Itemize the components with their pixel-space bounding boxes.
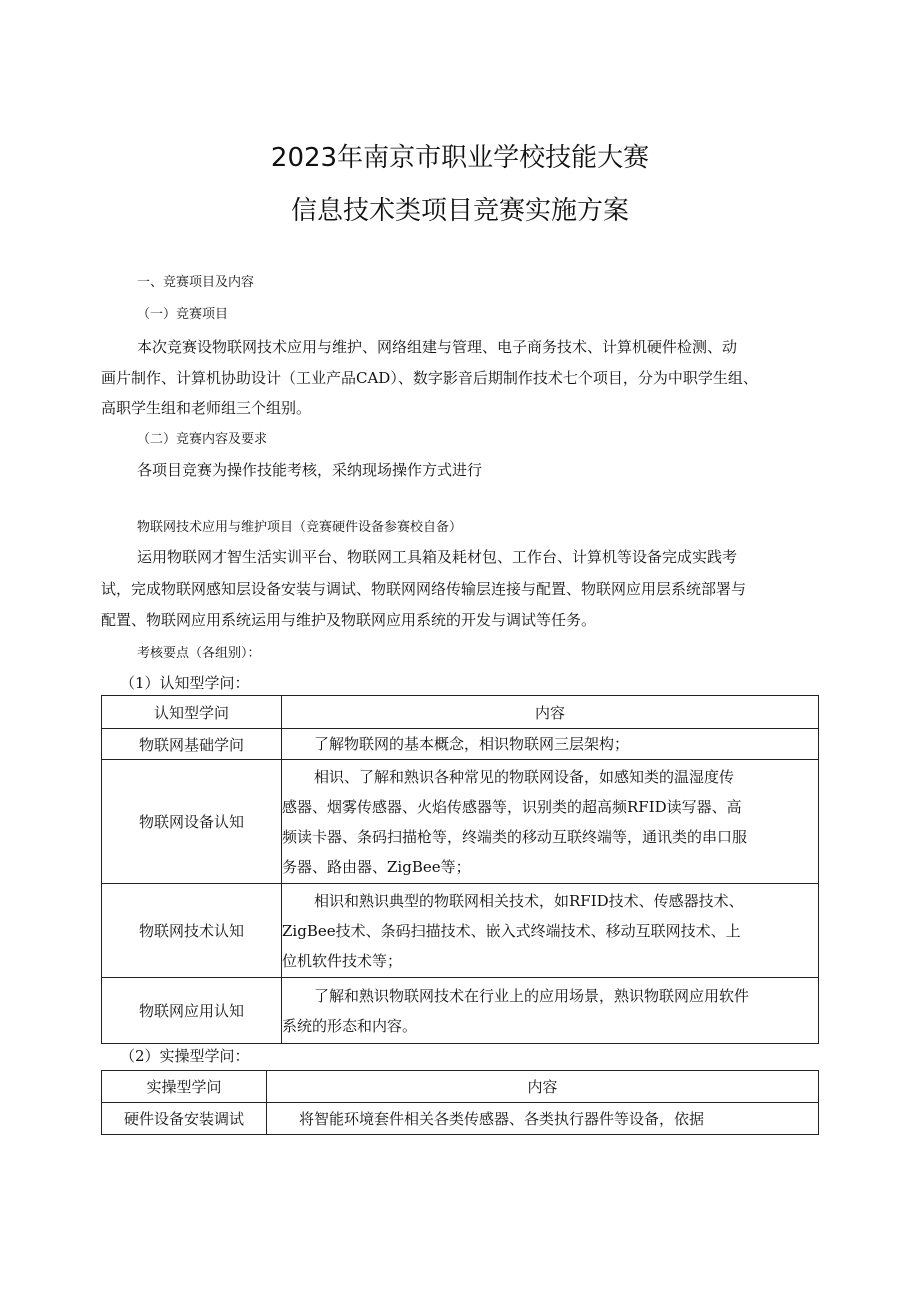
table-cell-content (282, 760, 819, 884)
subsection-heading-requirements: （二）竞赛内容及要求 (137, 432, 268, 447)
table-cell-name: 硬件设备安装调试 (102, 1103, 267, 1135)
paragraph-line: 运用物联网才智生活实训平台、物联网工具箱及耗材包、工作台、计算机等设备完成实践考 (137, 548, 738, 566)
paragraph-line: 高职学生组和老师组三个组别。 (101, 399, 312, 417)
table-cell-text: 频读卡器、条码扫描枪等，终端类的移动互联终端等，通讯类的串口服 (282, 827, 748, 846)
table-header-row (102, 696, 819, 729)
table-row (102, 729, 819, 760)
table-cell-text: ZigBee技术、条码扫描技术、嵌入式终端技术、移动互联网技术、上 (282, 921, 741, 940)
practical-knowledge-label: （2）实操型学问： (120, 1047, 250, 1065)
table-cell-text: 相识和熟识典型的物联网相关技术，如RFID技术、传感器技术、 (314, 891, 744, 910)
table-row (102, 1103, 819, 1135)
table-cell-text: 了解和熟识物联网技术在行业上的应用场景，熟识物联网应用软件 (314, 986, 750, 1005)
practical-knowledge-table (101, 1070, 819, 1135)
table-row (102, 978, 819, 1044)
cognitive-knowledge-label: （1）认知型学问： (120, 674, 250, 692)
table-cell-content (282, 729, 819, 760)
table-header-cell: 内容 (282, 696, 819, 729)
table-cell-name: 物联网基础学问 (102, 729, 282, 760)
table-cell-name: 物联网技术认知 (102, 884, 282, 978)
table-row (102, 760, 819, 884)
table-row (102, 884, 819, 978)
table-cell-text: 了解物联网的基本概念，相识物联网三层架构； (314, 735, 630, 753)
table-cell-text: 位机软件技术等； (282, 951, 403, 970)
paragraph-line: 本次竞赛设物联网技术应用与维护、网络组建与管理、电子商务技术、计算机硬件检测、动 (137, 338, 738, 356)
table-cell-name: 物联网应用认知 (102, 978, 282, 1044)
table-cell-text: 相识、了解和熟识各种常见的物联网设备，如感知类的温湿度传 (314, 767, 735, 786)
cognitive-knowledge-table (101, 695, 819, 1044)
section-heading: 一、竞赛项目及内容 (137, 275, 255, 290)
document-title-line2: 信息技术类项目竞赛实施方案 (290, 196, 629, 226)
paragraph-line: 画片制作、计算机协助设计（工业产品CAD）、数字影音后期制作技术七个项目，分为中职学生组、 (101, 369, 758, 387)
table-cell-content (282, 978, 819, 1044)
table-cell-text: 系统的形态和内容。 (282, 1016, 418, 1035)
table-header-row (102, 1071, 819, 1103)
project-heading: 物联网技术应用与维护项目（竞赛硬件设备参赛校自备） (137, 520, 463, 535)
paragraph-line: 配置、物联网应用系统运用与维护及物联网应用系统的开发与调试等任务。 (101, 611, 597, 629)
subsection-heading-items: （一）竞赛项目 (137, 307, 229, 322)
table-cell-name: 物联网设备认知 (102, 760, 282, 884)
paragraph-line: 各项目竞赛为操作技能考核，采纳现场操作方式进行 (137, 461, 483, 479)
table-cell-text: 将智能环境套件相关各类传感器、各类执行器件等设备，依据 (299, 1109, 705, 1128)
document-title-line1: 2023年南京市职业学校技能大赛 (270, 143, 650, 173)
table-header-cell: 内容 (267, 1071, 819, 1103)
paragraph-line: 试，完成物联网感知层设备安装与调试、物联网网络传输层连接与配置、物联网应用层系统部署与 (101, 580, 747, 598)
table-cell-text: 感器、烟雾传感器、火焰传感器等，识别类的超高频RFID读写器、高 (282, 797, 742, 816)
table-cell-content (282, 884, 819, 978)
table-header-cell: 实操型学问 (102, 1071, 267, 1103)
table-cell-text: 务器、路由器、ZigBee等； (282, 857, 471, 876)
table-header-cell: 认知型学问 (102, 696, 282, 729)
assessment-points-label: 考核要点（各组别）： (137, 646, 261, 661)
table-cell-content (267, 1103, 819, 1135)
